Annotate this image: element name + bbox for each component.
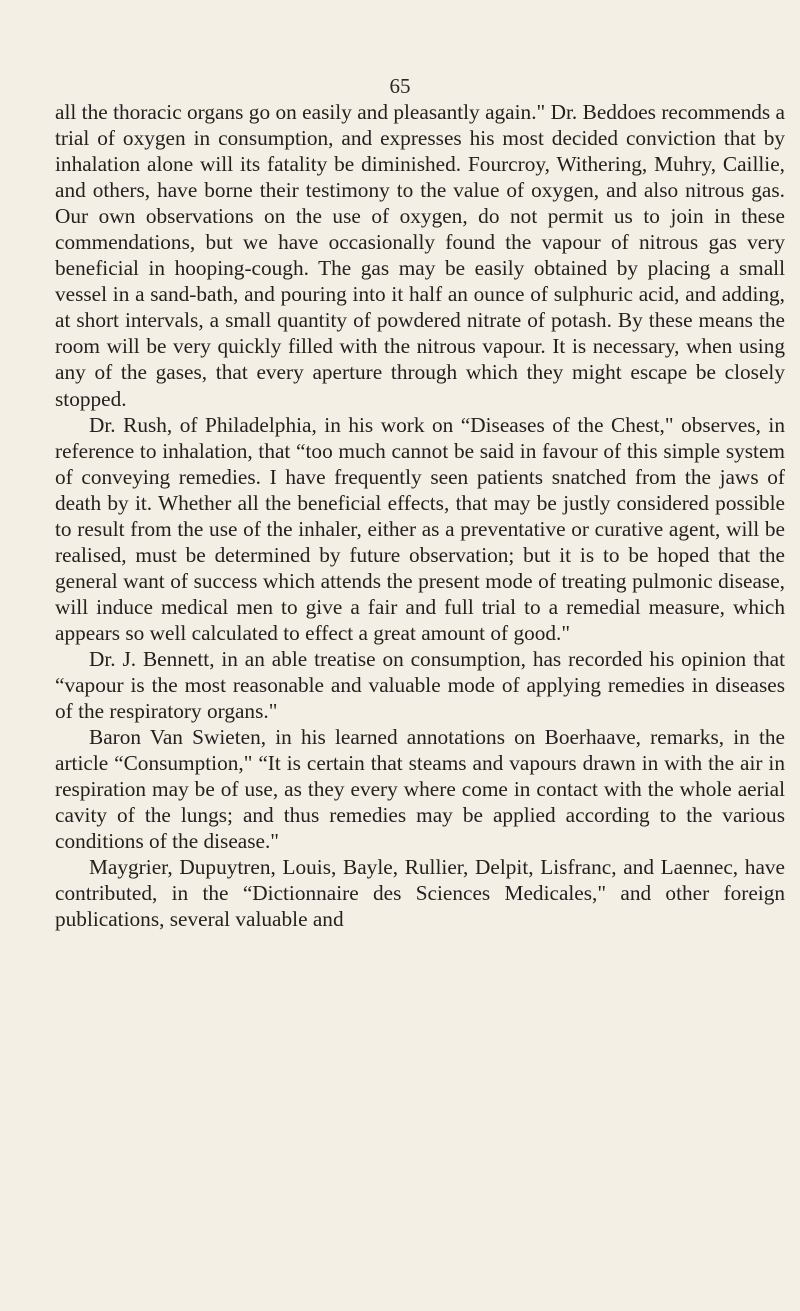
paragraph-1: all the thoracic organs go on easily and pleasantly again." Dr. Beddoes recommends a trial of oxygen in consumption, and expresses his most decided conviction that by inhalation alone will its fatality be diminished. Fourcroy, Withering, Muhry, Caillie, and others, have borne their testimony to the value of oxygen, and also nitrous gas. Our own observations on the use of oxygen, do not permit us to join in these commendations, but we have occasionally found the vapour of nitrous gas very beneficial in hooping-cough. The gas may be easily obtained by placing a small vessel in a sand-bath, and pouring into it half an ounce of sulphuric acid, and adding, at short intervals, a small quantity of powdered nitrate of potash. By these means the room will be very quickly filled with the nitrous vapour. It is necessary, when using any of the gases, that every aperture through which they might escape be closely stopped. [55, 100, 785, 411]
body-text [55, 99, 785, 933]
paragraph-5: Maygrier, Dupuytren, Louis, Bayle, Rullier, Delpit, Lisfranc, and Laennec, have contributed, in the “Dictionnaire des Sciences Medicales," and other foreign publications, several valuable and [55, 855, 785, 932]
paragraph-4: Baron Van Swieten, in his learned annotations on Boerhaave, remarks, in the article “Consumption," “It is certain that steams and vapours drawn in with the air in respiration may be of use, as they every where come in contact with the whole aerial cavity of the lungs; and thus remedies may be applied according to the various conditions of the disease." [55, 725, 785, 854]
paragraph-2: Dr. Rush, of Philadelphia, in his work on “Diseases of the Chest," observes, in reference to inhalation, that “too much cannot be said in favour of this simple system of conveying remedies. I have frequently seen patients snatched from the jaws of death by it. Whether all the beneficial effects, that may be justly considered possible to result from the use of the inhaler, either as a preventative or curative agent, will be realised, must be determined by future observation; but it is to be hoped that the general want of success which attends the present mode of treating pulmonic disease, will induce medical men to give a fair and full trial to a remedial measure, which appears so well calculated to effect a great amount of good." [55, 412, 785, 645]
page-number: 65 [389, 74, 411, 98]
paragraph-3: Dr. J. Bennett, in an able treatise on consumption, has recorded his opinion that “vapour is the most reasonable and valuable mode of applying remedies in diseases of the respiratory organs." [55, 646, 785, 724]
